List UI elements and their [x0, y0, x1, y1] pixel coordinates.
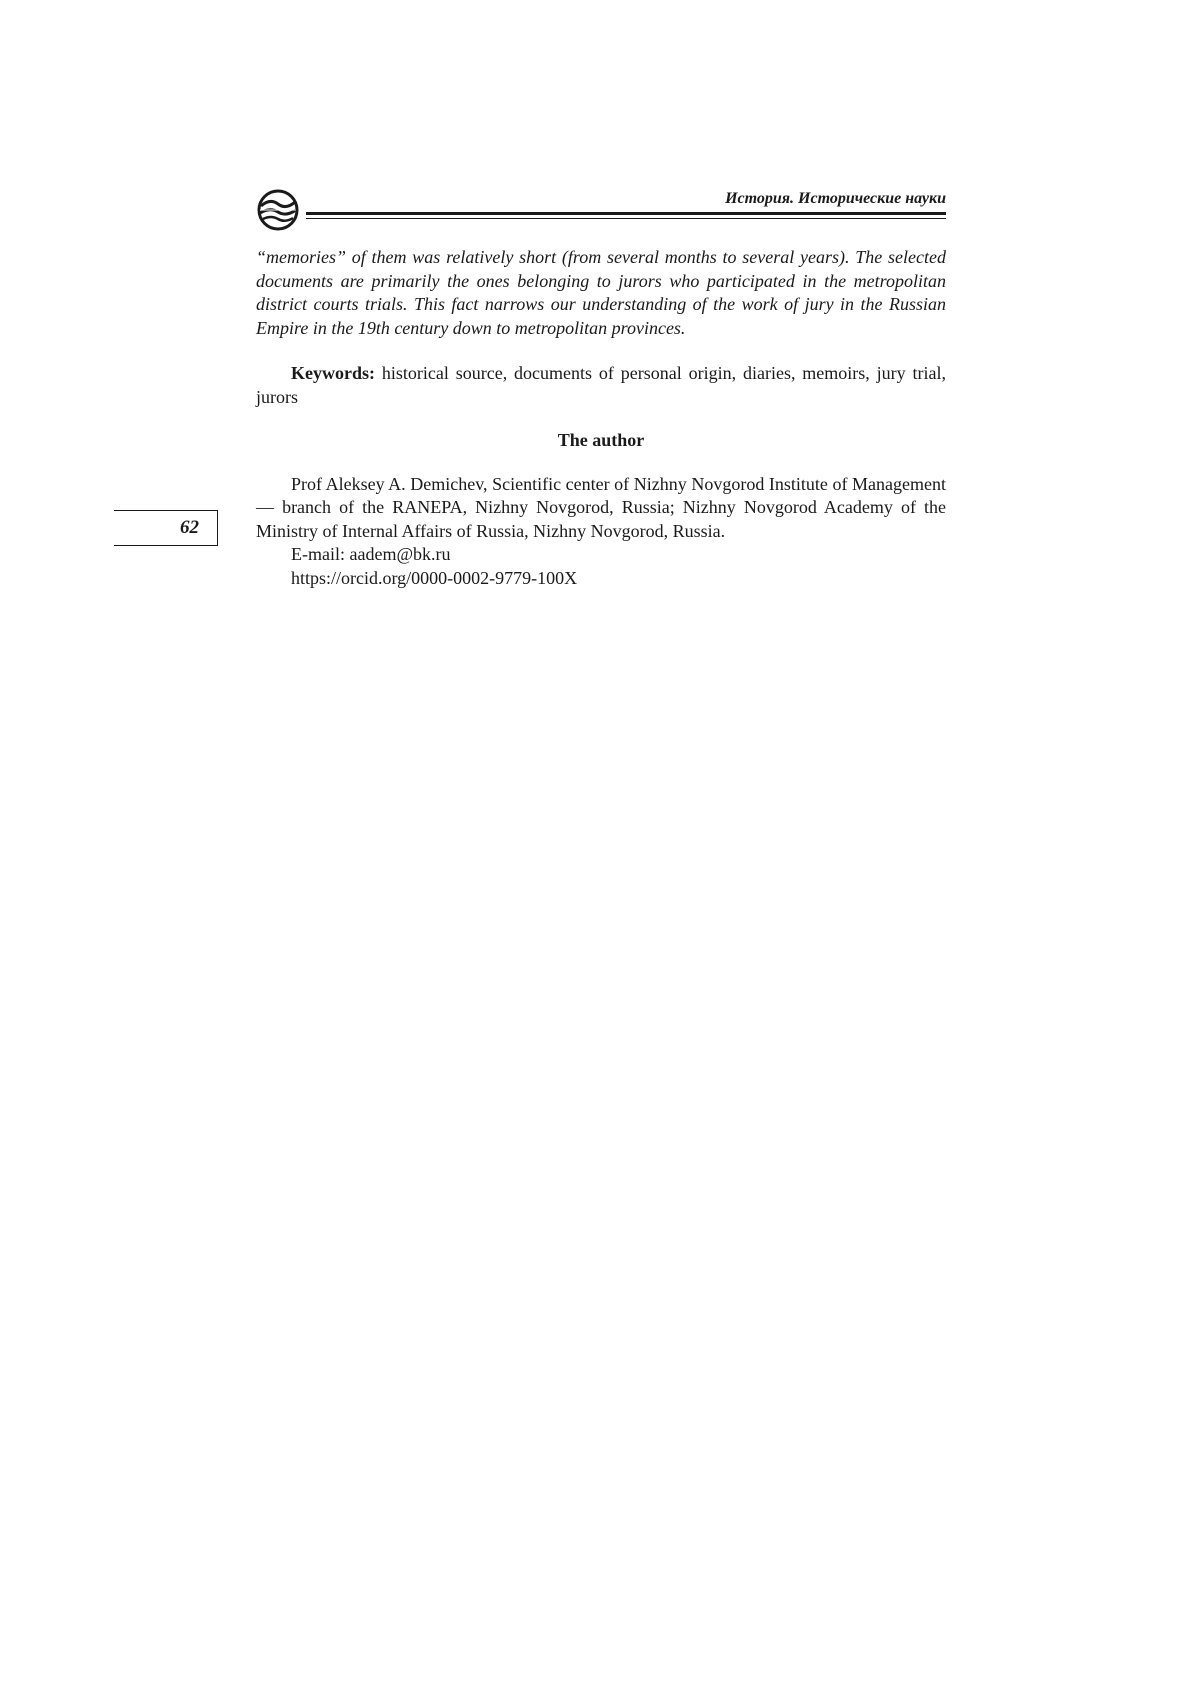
abstract-tail: “memories” of them was relatively short (from several months to several years). The selected documents are primarily the ones belonging to jurors who participated in the metropolitan district courts trials. This fact narrows our understanding of the work of jury in the Russian Empire in the 19th century down to metropolitan provinces. — [256, 247, 946, 338]
author-email[interactable]: E-mail: aadem@bk.ru — [291, 544, 451, 564]
running-head — [256, 184, 946, 234]
journal-logo-icon — [256, 188, 300, 232]
keywords-label: Keywords: — [291, 363, 375, 383]
running-title: История. Исторические науки — [725, 190, 946, 207]
header-rule-thick — [306, 212, 946, 215]
header-rule-thin — [306, 218, 946, 219]
author-orcid[interactable]: https://orcid.org/0000-0002-9779-100X — [291, 567, 578, 588]
main-text — [256, 246, 946, 590]
page-number: 62 — [180, 517, 199, 538]
page-number-box — [114, 510, 218, 546]
author-affiliation: Prof Aleksey A. Demichev, Scientific center of Nizhny Novgorod Institute of Management — branch of the RANEPA, Nizhny Novgorod, Russia; Nizhny Novgorod Academy of the Ministry of Internal Affairs of Russia, Nizhny Novgorod, Russia. — [256, 473, 946, 541]
keywords-paragraph — [256, 362, 946, 409]
author-heading: The author — [557, 430, 645, 450]
keywords-text: historical source, documents of personal origin, diaries, memoirs, jury trial, jurors — [256, 363, 947, 407]
